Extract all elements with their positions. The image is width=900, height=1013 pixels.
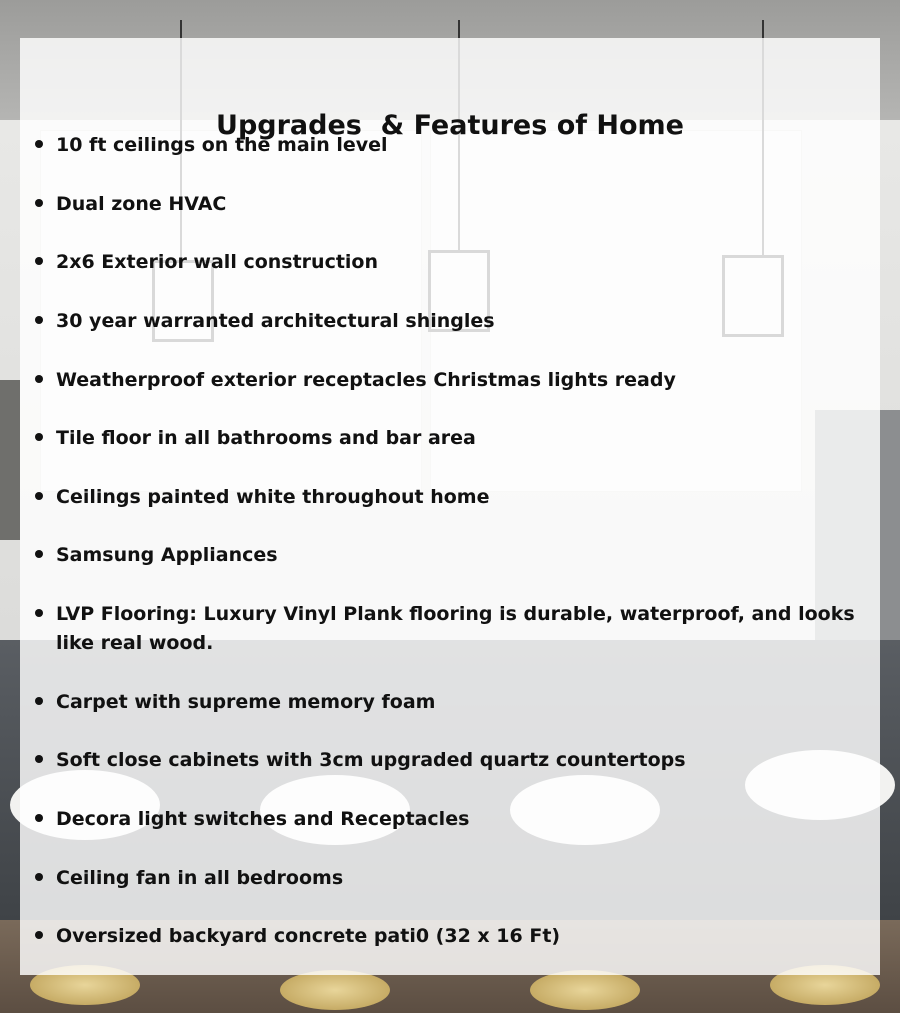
feature-text: 2x6 Exterior wall construction: [56, 251, 379, 273]
feature-text: Carpet with supreme memory foam: [56, 691, 436, 713]
bullet-icon: [35, 492, 43, 500]
bullet-icon: [35, 609, 43, 617]
wall-frame: [0, 380, 20, 540]
page-title: Upgrades & Features of Home: [216, 110, 684, 141]
feature-text: Ceilings painted white throughout home: [56, 486, 490, 508]
features-panel: [20, 38, 880, 975]
feature-text: Weatherproof exterior receptacles Christmas lights ready: [56, 369, 676, 391]
feature-text: LVP Flooring: Luxury Vinyl Plank flooring is durable, waterproof, and looks like real wood.: [56, 603, 855, 654]
feature-text: Soft close cabinets with 3cm upgraded quartz countertops: [56, 749, 686, 771]
feature-text: 30 year warranted architectural shingles: [56, 310, 495, 332]
bullet-icon: [35, 433, 43, 441]
feature-text: Decora light switches and Receptacles: [56, 808, 470, 830]
bullet-icon: [35, 316, 43, 324]
bullet-icon: [35, 257, 43, 265]
bar-stool-base: [280, 970, 390, 1010]
bullet-icon: [35, 931, 43, 939]
feature-text: Oversized backyard concrete pati0 (32 x 16 Ft): [56, 925, 561, 947]
bar-stool-base: [530, 970, 640, 1010]
bullet-icon: [35, 199, 43, 207]
bullet-icon: [35, 697, 43, 705]
bullet-icon: [35, 873, 43, 881]
bullet-icon: [35, 550, 43, 558]
bullet-icon: [35, 814, 43, 822]
feature-text: 10 ft ceilings on the main level: [56, 134, 388, 156]
feature-text: Dual zone HVAC: [56, 193, 227, 215]
bullet-icon: [35, 375, 43, 383]
feature-text: Samsung Appliances: [56, 544, 278, 566]
bullet-icon: [35, 140, 43, 148]
feature-text: Tile floor in all bathrooms and bar area: [56, 427, 476, 449]
feature-text: Ceiling fan in all bedrooms: [56, 867, 344, 889]
bullet-icon: [35, 755, 43, 763]
